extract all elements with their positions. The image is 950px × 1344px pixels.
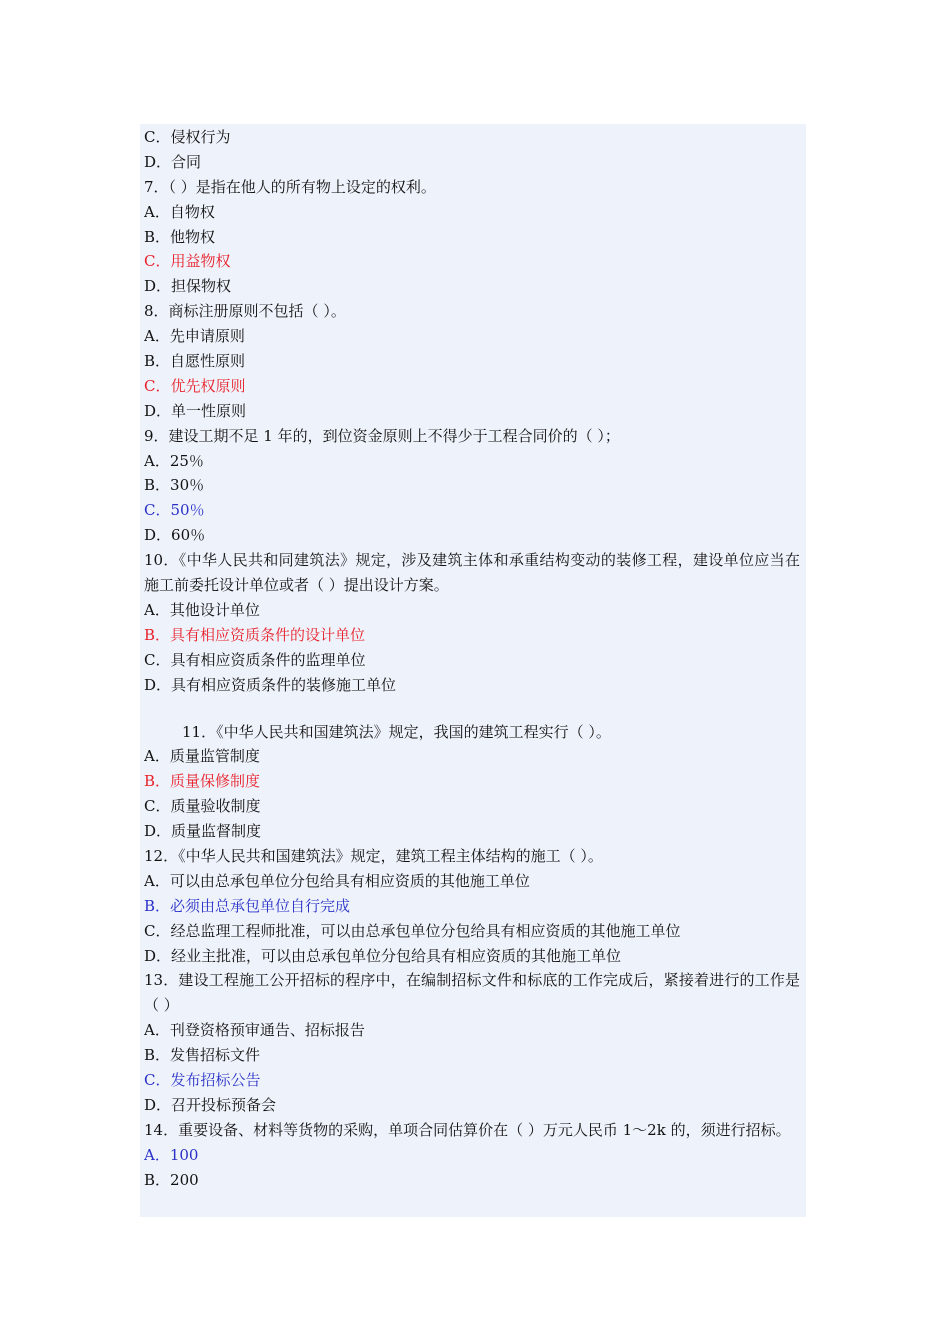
q8-option-c-answer: C．优先权原则 <box>144 376 246 395</box>
q12-option-d: D．经业主批准，可以由总承包单位分包给具有相应资质的其他施工单位 <box>144 946 622 965</box>
paragraph-gap <box>144 698 800 720</box>
q14-stem: 14．重要设备、材料等货物的采购，单项合同估算价在（ ）万元人民币 1～2k 的，须进行招标。 <box>144 1120 791 1139</box>
q12-option-a: A．可以由总承包单位分包给具有相应资质的其他施工单位 <box>144 871 530 890</box>
q11-option-a: A．质量监管制度 <box>144 747 260 766</box>
q9-option-a: A．25％ <box>144 451 204 470</box>
q13-option-c-answer: C．发布招标公告 <box>144 1071 261 1090</box>
q11-stem: 11．《中华人民共和国建筑法》规定，我国的建筑工程实行（ ）。 <box>182 722 611 741</box>
q7-stem: 7．（ ）是指在他人的所有物上设定的权利。 <box>144 177 436 196</box>
q12-option-b-answer: B．必须由总承包单位自行完成 <box>144 896 351 915</box>
q7-option-d: D．担保物权 <box>144 277 232 296</box>
q10-stem: 10．《中华人民共和同建筑法》规定，涉及建筑主体和承重结构变动的装修工程，建设单位应当在施工前委托设计单位或者（ ）提出设计方案。 <box>144 551 800 595</box>
q6-option-c: C．侵权行为 <box>144 128 231 146</box>
q14-option-b: B．200 <box>144 1170 199 1189</box>
q11-option-b-answer: B．质量保修制度 <box>144 772 261 791</box>
q10-option-d: D．具有相应资质条件的装修施工单位 <box>144 675 397 694</box>
q13-stem: 13．建设工程施工公开招标的程序中，在编制招标文件和标底的工作完成后，紧接着进行的工作是（ ） <box>144 971 800 1015</box>
q10-option-b-answer: B．具有相应资质条件的设计单位 <box>144 625 366 644</box>
q8-option-d: D．单一性原则 <box>144 401 247 420</box>
q9-option-d: D．60％ <box>144 526 206 545</box>
q10-option-a: A．其他设计单位 <box>144 600 260 619</box>
q7-option-b: B．他物权 <box>144 227 216 246</box>
q8-option-a: A．先申请原则 <box>144 327 245 346</box>
q13-option-b: B．发售招标文件 <box>144 1046 261 1065</box>
question-block <box>140 124 806 1217</box>
q7-option-a: A．自物权 <box>144 202 215 221</box>
q11-option-d: D．质量监督制度 <box>144 822 262 841</box>
q13-option-a: A．刊登资格预审通告、招标报告 <box>144 1021 365 1040</box>
q9-stem: 9．建设工期不足 1 年的，到位资金原则上不得少于工程合同价的（ ）； <box>144 426 620 445</box>
q7-option-c-answer: C．用益物权 <box>144 252 231 271</box>
q11-option-c: C．质量验收制度 <box>144 797 261 816</box>
q13-option-d: D．召开投标预备会 <box>144 1095 277 1114</box>
q12-stem: 12．《中华人民共和国建筑法》规定，建筑工程主体结构的施工（ ）。 <box>144 846 603 865</box>
q6-option-d: D．合同 <box>144 152 202 171</box>
q14-option-a-answer: A．100 <box>144 1145 199 1164</box>
q8-stem: 8．商标注册原则不包括（ ）。 <box>144 302 346 321</box>
q9-option-b: B．30％ <box>144 476 205 495</box>
q12-option-c: C．经总监理工程师批准，可以由总承包单位分包给具有相应资质的其他施工单位 <box>144 921 681 940</box>
q8-option-b: B．自愿性原则 <box>144 352 246 371</box>
q10-option-c: C．具有相应资质条件的监理单位 <box>144 650 366 669</box>
q9-option-c-answer: C．50％ <box>144 501 205 520</box>
